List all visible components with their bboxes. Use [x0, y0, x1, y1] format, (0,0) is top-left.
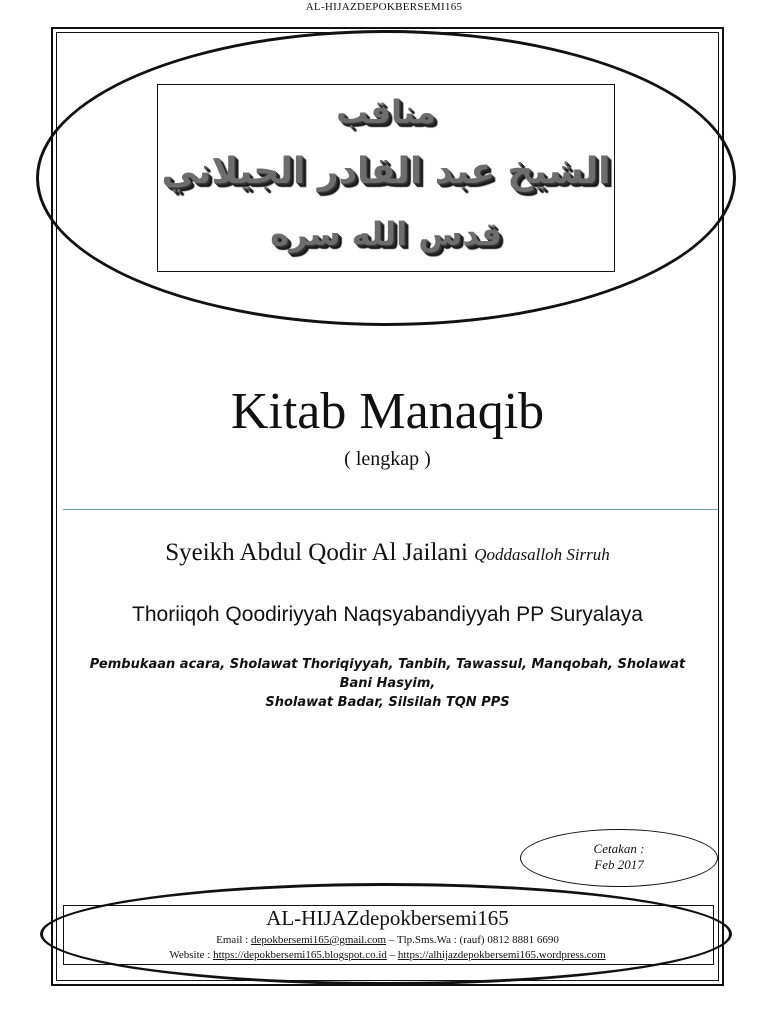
book-subtitle: ( lengkap ) [344, 448, 431, 470]
calligraphy-line-manaqib: مناقب [336, 93, 436, 131]
tarekat-name: Thoriiqoh Qoodiriyyah Naqsyabandiyyah PP Suryalaya [132, 603, 643, 626]
footer-website-line [56, 948, 719, 962]
calligraphy-box [157, 84, 615, 272]
contents-list [76, 655, 699, 712]
author-name: Syeikh Abdul Qodir Al Jailani [165, 539, 468, 566]
print-label: Cetakan : [593, 841, 645, 856]
print-info-oval [520, 829, 718, 887]
book-title: Kitab Manaqib [230, 383, 545, 440]
author-honorific: Qoddasalloh Sirruh [474, 545, 610, 564]
wordpress-link[interactable]: https://alhijazdepokbersemi165.wordpress.com [397, 949, 606, 961]
divider-line [63, 509, 718, 510]
author-line [56, 536, 719, 572]
website-label: Website : [169, 949, 214, 961]
footer-title: AL-HIJAZdepokbersemi165 [266, 906, 509, 930]
phone-text: – Tlp.Sms.Wa : (rauf) 0812 8881 6690 [386, 934, 559, 946]
calligraphy-line-prayer: قدس الله سره [270, 215, 502, 253]
contents-line-2: Sholawat Badar, Silsilah TQN PPS [265, 695, 510, 710]
print-date: Feb 2017 [594, 857, 644, 872]
website-separator: – [386, 949, 398, 961]
email-label: Email : [216, 934, 251, 946]
page-header: AL-HIJAZDEPOKBERSEMI165 [305, 1, 463, 13]
calligraphy-line-name: الشيخ عبد القادر الجيلاني [161, 151, 611, 192]
email-link[interactable]: depokbersemi165@gmail.com [250, 934, 387, 946]
footer-contact-line [56, 933, 719, 947]
contents-line-1: Pembukaan acara, Sholawat Thoriqiyyah, Tanbih, Tawassul, Manqobah, Sholawat Bani Hasyim, [89, 657, 686, 691]
blogspot-link[interactable]: https://depokbersemi165.blogspot.co.id [213, 949, 387, 961]
